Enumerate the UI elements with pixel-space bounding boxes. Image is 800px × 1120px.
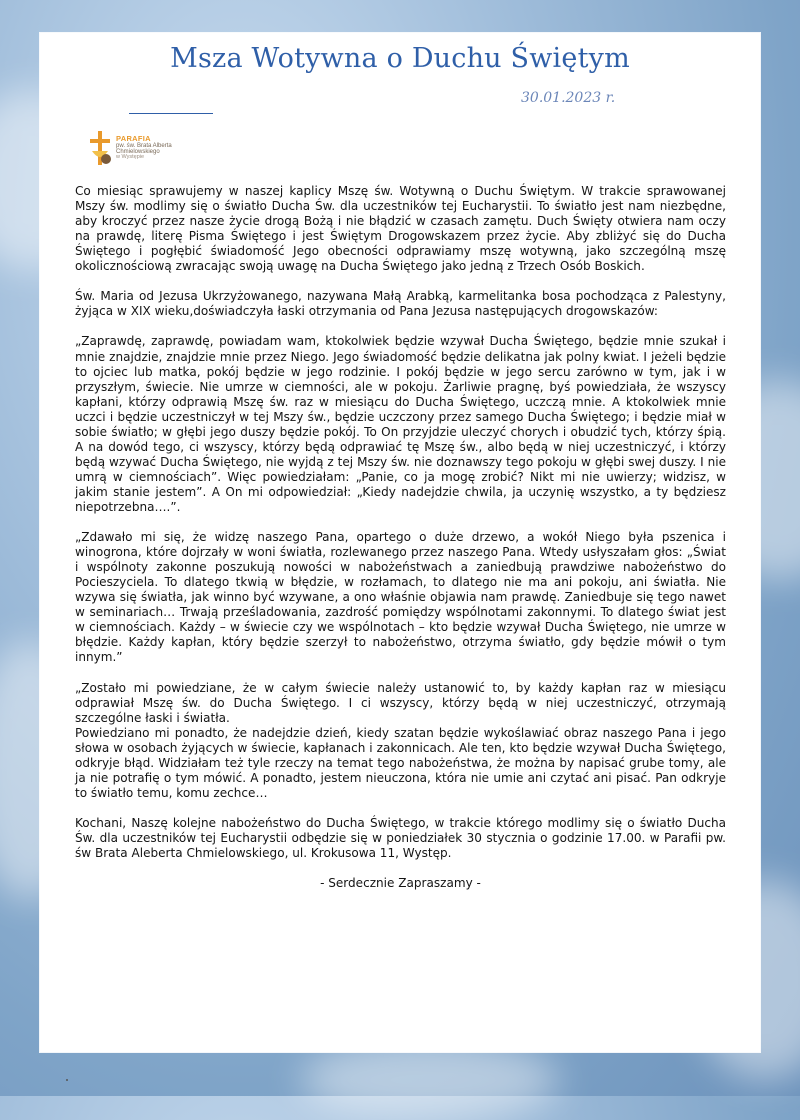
document-page (40, 33, 760, 1052)
page-title: Msza Wotywna o Duchu Świętym (170, 43, 630, 74)
paragraph-saint: Św. Maria od Jezusa Ukrzyżowanego, nazywana Małą Arabką, karmelitanka bosa pochodząca z Palestyny, żyjąca w XIX wieku,doświadczyła łaski otrzymania od Pana Jezusa następujących drogowskazów: (75, 289, 726, 319)
parish-cross-icon (86, 129, 116, 169)
paragraph-invitation: Kochani, Naszę kolejne nabożeństwo do Ducha Świętego, w trakcie którego modlimy się o światło Ducha Św. dla uczestników tej Eucharystii odbędzie się w poniedziałek 30 stycznia o godzinie 17.00. w Parafii pw. św Brata Aleberta Chmielowskiego, ul. Krokusowa 11, Występ. (75, 815, 726, 861)
document-date: 30.01.2023 r. (521, 90, 616, 106)
logo-line-1: PARAFIA (116, 134, 151, 143)
logo-line-3: Chmielowskiego (116, 148, 160, 155)
logo-line-2: pw. św. Brata Alberta (116, 142, 172, 149)
decorative-dot (66, 1079, 68, 1081)
paragraph-quote-2: „Zdawało mi się, że widzę naszego Pana, opartego o duże drzewo, a wokół Niego była pszenica i winogrona, które dojrzały w woni światła, rozlewanego przez naszego Pana. Wtedy usłyszałam głos: „Świat i wspólnoty zakonne poszukują nowości w nabożeństwach a zaniedbują prawdziwe nabożeństwo do Pocieszyciela. To dlatego tkwią w błędzie, w rozłamach, to dlatego nie ma ani pokoju, ani światła. Nie wzywa się światła, jak winno być wzywane, a ono właśnie objawia nam prawdę. Zaniedbuje się tego nawet w seminariach… Trwają prześladowania, zazdrość pomiędzy wspólnotami zakonnymi. To dlatego świat jest w ciemnościach. Każdy – w świecie czy we wspólnotach – kto będzie wzywał Ducha Świętego, nie umrze w błędzie. Każdy kapłan, który będzie szerzył to nabożeństwo, otrzyma światło, gdy będzie mówił o tym innym.” (75, 530, 726, 665)
parish-logo (86, 129, 206, 169)
logo-line-4: w Występie (116, 153, 145, 160)
paragraph-quote-3: „Zostało mi powiedziane, że w całym świecie należy ustanowić to, by każdy kapłan raz w miesiącu odprawiał Mszę św. do Ducha Świętego. I ci wszyscy, którzy będą w niej uczestniczyć, otrzymają szczególne łaski i światła. Powiedziano mi ponadto, że nadejdzie dzień, kiedy szatan będzie wykoślawiać obraz naszego Pana i jego słowa w osobach żyjących w świecie, kapłanach i zakonnicach. Ale ten, kto będzie wzywał Ducha Świętego, odkryje błąd. Widziałam też tyle rzeczy na temat tego nabożeństwa, że można by napisać grube tomy, ale ja nie potrafię o tym mówić. A ponadto, jestem nieuczona, która nie umie ani czytać ani pisać. Pan odkryje to światło temu, komu zechce… (75, 680, 726, 800)
closing-line: - Serdecznie Zapraszamy - (320, 876, 481, 891)
title-underline (129, 113, 213, 114)
paragraph-quote-1: „Zaprawdę, zaprawdę, powiadam wam, ktokolwiek będzie wzywał Ducha Świętego, będzie mnie szukał i mnie znajdzie, znajdzie mnie przez Niego. Jego świadomość będzie delikatna jak polny kwiat. I jeżeli będzie to ojciec lub matka, pokój będzie w jego rodzinie. I pokój będzie w jego sercu zarówno w tym, jak i w przyszłym, świecie. Nie umrze w ciemności, ale w pokoju. Żarliwie pragnę, byś powiedziała, że wszyscy kapłani, którzy odprawią Mszę św. raz w miesiącu do Ducha Świętego, uczczą mnie. A ktokolwiek mnie uczci i będzie uczestniczył w tej Mszy św., będzie uczczony przez samego Ducha Świętego; i będzie miał w sobie światło; w głębi jego duszy będzie pokój. To On przyjdzie uleczyć chorych i obudzić tych, którzy śpią. A na dowód tego, ci wszyscy, którzy będą odprawiać tę Mszę św., albo będą w niej uczestniczyć, i którzy będą wzywać Ducha Świętego, nie wyjdą z tej Mszy św. nie doznawszy tego pokoju w głębi swej duszy. I nie umrą w ciemnościach”. Więc powiedziałam: „Panie, co ja mogę zrobić? Nikt mi nie uwierzy; widzisz, w jakim stanie jestem”. A On mi odpowiedział: „Kiedy nadejdzie chwila, ja uczynię wszystko, a ty będziesz niepotrzebna….”. (75, 334, 726, 514)
document-body (75, 184, 726, 906)
paragraph-intro: Co miesiąc sprawujemy w naszej kaplicy Mszę św. Wotywną o Duchu Świętym. W trakcie sprawowanej Mszy św. modlimy się o światło Ducha Św. dla uczestników tej Eucharystii. To światło jest nam niezbędne, aby kroczyć przez nasze życie drogą Bożą i nie błądzić w czasach zamętu. Duch Święty otwiera nam oczy na prawdę, literę Pisma Świętego i jest Świętym Drogowskazem przez życie. Aby zbliżyć się do Ducha Świętego i pogłębić świadomość Jego obecności odprawiamy mszę wotywną, jako szczególną mszę okolicznościową zwracając swoją uwagę na Ducha Świętego jako jedną z Trzech Osób Boskich. (75, 184, 726, 274)
